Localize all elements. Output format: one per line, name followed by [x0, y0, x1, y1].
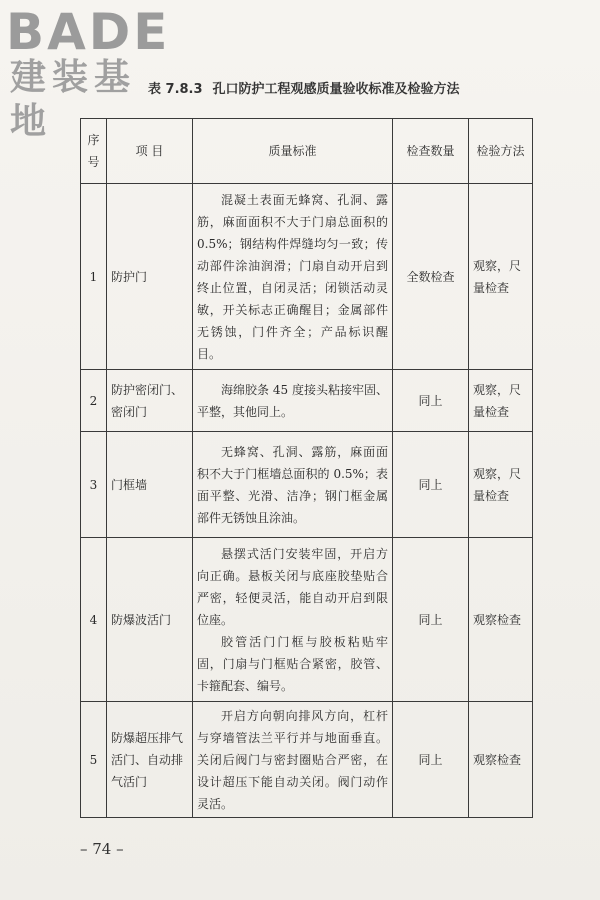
table-header-row: [81, 119, 533, 184]
row-quantity: 同上: [393, 538, 469, 702]
logo-chinese-text: 建装基地: [10, 57, 137, 142]
header-item: 项 目: [107, 119, 193, 184]
table-title: 孔口防护工程观感质量验收标准及检验方法: [212, 82, 460, 97]
row-standard: [193, 184, 393, 370]
standard-paragraph: 混凝土表面无蜂窝、孔洞、露筋，麻面面积不大于门扇总面积的 0.5%；钢结构件焊缝均匀一致；传动部件涂油润滑；门扇自动开启到终止位置，自闭灵活；闭锁活动灵敏，开关标志正确醒目；金属部件无锈蚀，门件齐全；产品标识醒目。: [197, 192, 388, 361]
row-seq: 1: [81, 184, 107, 370]
row-standard: [193, 370, 393, 432]
acceptance-table: [80, 118, 533, 818]
standard-paragraph: 无蜂窝、孔洞、露筋，麻面面积不大于门框墙总面积的 0.5%；表面平整、光滑、洁净；钢门框金属部件无锈蚀且涂油。: [197, 444, 388, 525]
row-item: 防护密闭门、密闭门: [107, 370, 193, 432]
header-method: 检验方法: [469, 119, 533, 184]
row-method: 观察，尺量检查: [469, 432, 533, 538]
row-method: 观察检查: [469, 538, 533, 702]
row-item: 防爆超压排气活门、自动排气活门: [107, 702, 193, 818]
row-quantity: 同上: [393, 702, 469, 818]
row-method: 观察，尺量检查: [469, 184, 533, 370]
table-row: [81, 370, 533, 432]
header-seq: 序号: [81, 119, 107, 184]
standard-paragraph: 海绵胶条 45 度接头粘接牢固、平整，其他同上。: [197, 382, 388, 419]
row-quantity: 全数检查: [393, 184, 469, 370]
row-seq: 3: [81, 432, 107, 538]
row-method: 观察检查: [469, 702, 533, 818]
row-item: 门框墙: [107, 432, 193, 538]
row-standard: [193, 702, 393, 818]
table-row: [81, 184, 533, 370]
table-caption: [148, 78, 478, 97]
row-seq: 2: [81, 370, 107, 432]
row-seq: 5: [81, 702, 107, 818]
row-seq: 4: [81, 538, 107, 702]
row-quantity: 同上: [393, 432, 469, 538]
standard-paragraph: 悬摆式活门安装牢固，开启方向正确。悬板关闭与底座胶垫贴合严密，轻便灵活，能自动开启到限位座。: [197, 546, 388, 627]
table-row: [81, 432, 533, 538]
header-quantity: 检查数量: [393, 119, 469, 184]
row-method: 观察，尺量检查: [469, 370, 533, 432]
page-number: – 74 –: [80, 840, 124, 858]
header-standard: 质量标准: [193, 119, 393, 184]
row-standard: [193, 538, 393, 702]
standard-paragraph: 开启方向朝向排风方向，杠杆与穿墙管法兰平行并与地面垂直。关闭后阀门与密封圈贴合严密，在设计超压下能自动关闭。阀门动作灵活。: [197, 708, 388, 811]
logo-latin-text: BADE: [6, 3, 171, 61]
row-item: 防爆波活门: [107, 538, 193, 702]
table-row: [81, 702, 533, 818]
row-quantity: 同上: [393, 370, 469, 432]
standard-paragraph: 胶管活门门框与胶板粘贴牢固，门扇与门框贴合紧密，胶管、卡箍配套、编号。: [197, 634, 388, 693]
table-row: [81, 538, 533, 702]
row-standard: [193, 432, 393, 538]
table-number: 表 7.8.3: [148, 82, 203, 97]
row-item: 防护门: [107, 184, 193, 370]
